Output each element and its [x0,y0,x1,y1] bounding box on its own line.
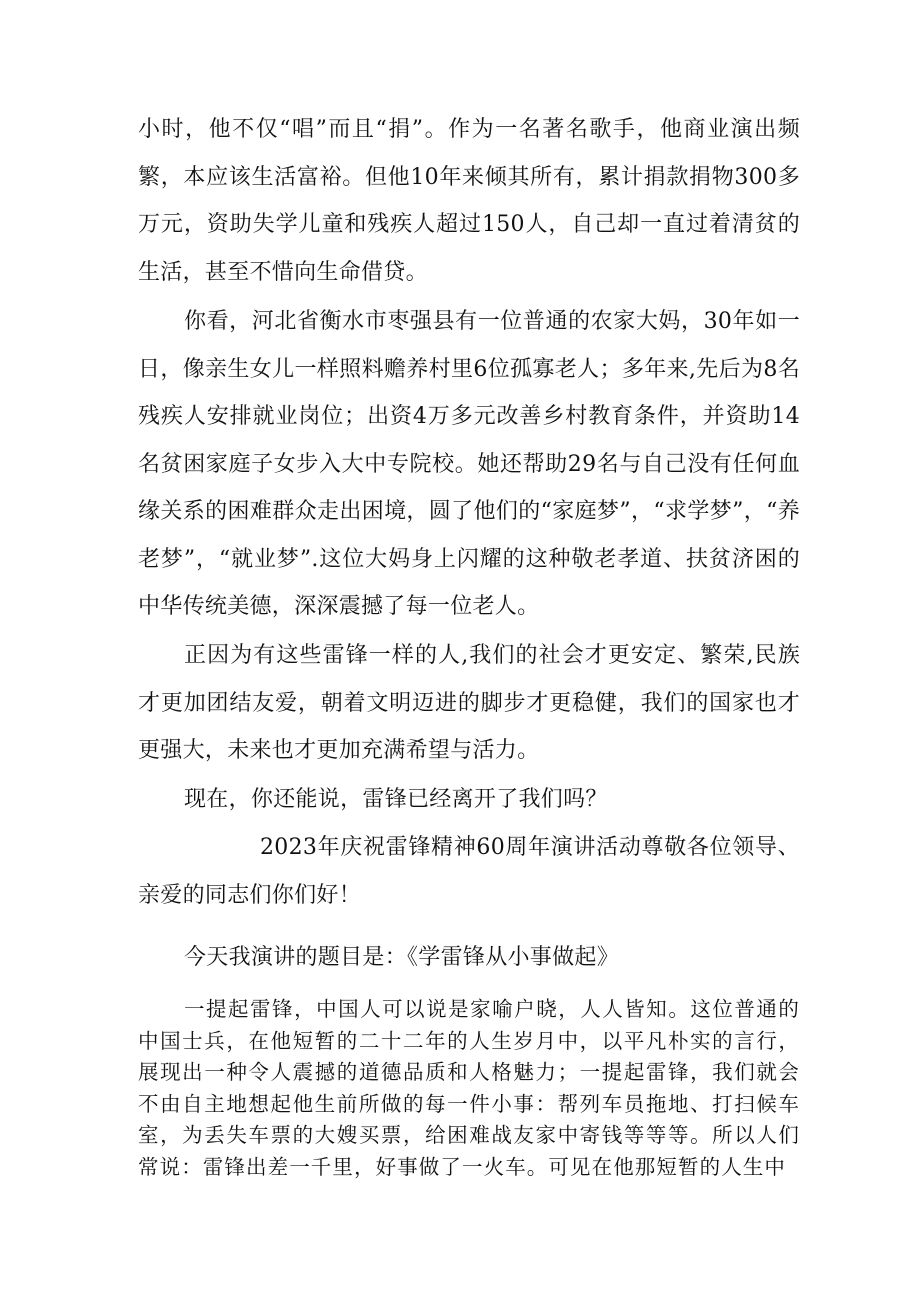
paragraph-rural-mother: 你看，河北省衡水市枣强县有一位普通的农家大妈，30年如一日，像亲生女儿一样照料赡养村里6位孤寡老人；多年来,先后为8名残疾人安排就业岗位；出资4万多元改善乡村教育条件，并资助14名贫困家庭子女步入大中专院校。她还帮助29名与自己没有任何血缘关系的困难群众走出困境，圆了他们的“家庭梦”，“求学梦”，“养老梦”，“就业梦”.这位大妈身上闪耀的这种敬老孝道、扶贫济困的中华传统美德，深深震撼了每一位老人。 [138,309,800,619]
speech-topic: 今天我演讲的题目是：《学雷锋从小事做起》 [184,945,620,970]
speech-heading: 2023年庆祝雷锋精神60周年演讲活动尊敬各位领导、亲爱的同志们你们好！ [138,835,800,908]
paragraph-society-stable: 正因为有这些雷锋一样的人,我们的社会才更安定、繁荣,民族才更加团结友爱，朝着文明迈进的脚步才更稳健，我们的国家也才更强大，未来也才更加充满希望与活力。 [138,643,800,763]
paragraph-singer-donation: 小时，他不仅“唱”而且“捐”。作为一名著名歌手，他商业演出频繁，本应该生活富裕。但他10年来倾其所有，累计捐款捐物300多万元，资助失学儿童和残疾人超过150人，自己却一直过着清贫的生活，甚至不惜向生命借贷。 [138,117,800,285]
paragraph-question: 现在，你还能说，雷锋已经离开了我们吗？ [184,787,608,812]
paragraph-leifeng-intro: 一提起雷锋，中国人可以说是家喻户晓，人人皆知。这位普通的中国士兵，在他短暂的二十二年的人生岁月中，以平凡朴实的言行，展现出一种令人震撼的道德品质和人格魅力；一提起雷锋，我们就会不由自主地想起他生前所做的每一件小事：帮列车员拖地、打扫候车室，为丢失车票的大嫂买票，给困难战友家中寄钱等等等。所以人们常说：雷锋出差一千里，好事做了一火车。可见在他那短暂的人生中 [138,997,800,1179]
